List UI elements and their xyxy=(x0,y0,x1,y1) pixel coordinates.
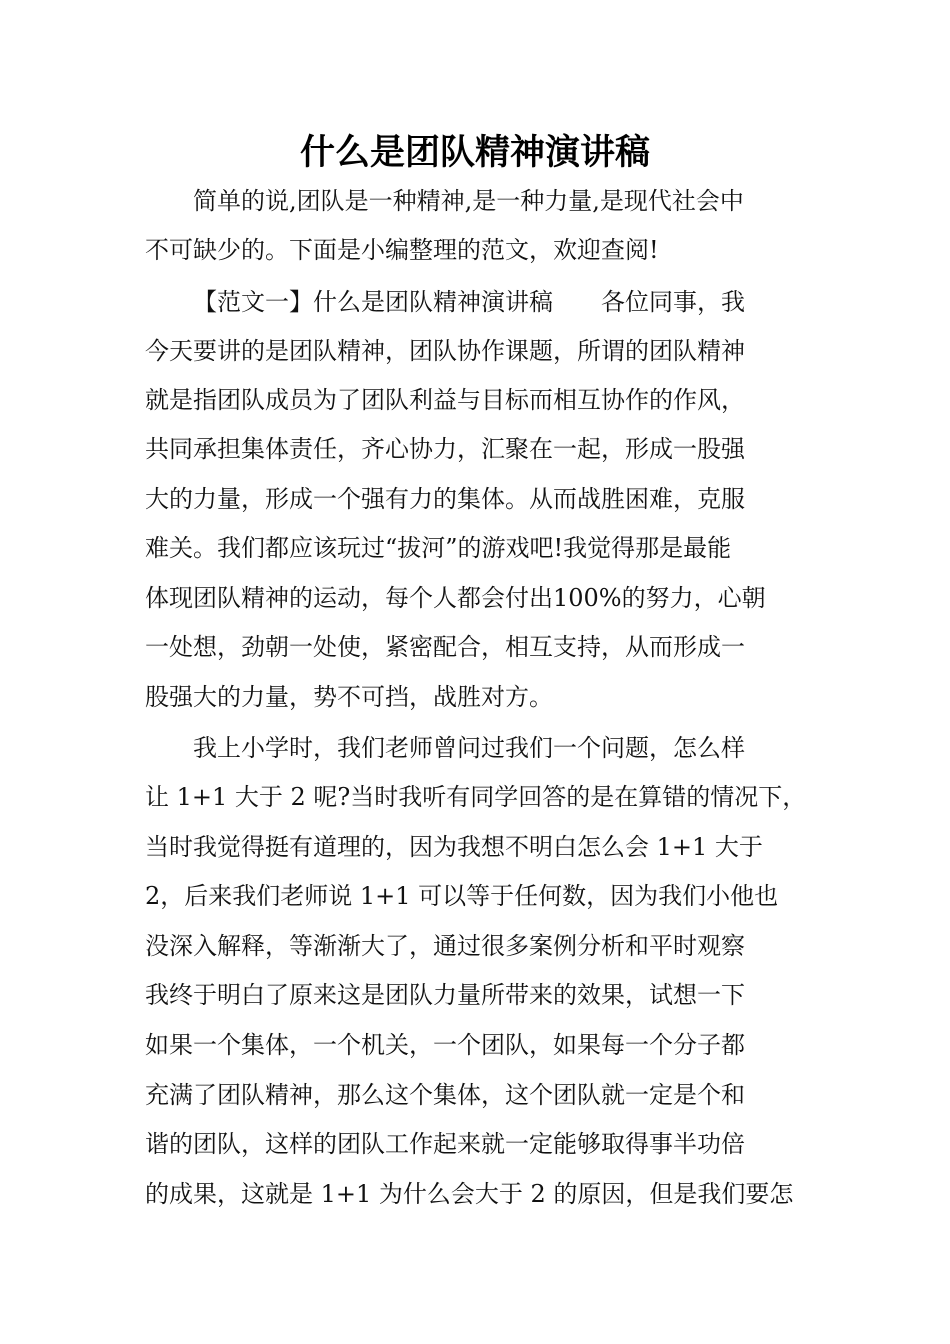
text-line: 谐的团队，这样的团队工作起来就一定能够取得事半功倍 xyxy=(145,1130,745,1158)
text-line: 当时我觉得挺有道理的，因为我想不明白怎么会 1+1 大于 xyxy=(145,833,763,861)
text-line: 2，后来我们老师说 1+1 可以等于任何数，因为我们小他也 xyxy=(145,882,779,910)
text-line: 充满了团队精神，那么这个集体，这个团队就一定是个和 xyxy=(145,1081,745,1109)
text-line: 让 1+1 大于 2 呢?当时我听有同学回答的是在算错的情况下， xyxy=(145,783,807,811)
text-line: 股强大的力量，势不可挡，战胜对方。 xyxy=(145,683,553,711)
text-line: 就是指团队成员为了团队利益与目标而相互协作的作风， xyxy=(145,386,745,414)
text-line: 不可缺少的。下面是小编整理的范文，欢迎查阅! xyxy=(145,236,659,264)
text-line: 大的力量，形成一个强有力的集体。从而战胜困难，克服 xyxy=(145,485,745,513)
text-line: 我终于明白了原来这是团队力量所带来的效果，试想一下 xyxy=(145,981,745,1009)
text-line: 的成果，这就是 1+1 为什么会大于 2 的原因，但是我们要怎 xyxy=(145,1180,794,1208)
text-line: 共同承担集体责任，齐心协力，汇聚在一起，形成一股强 xyxy=(145,435,745,463)
text-line: 今天要讲的是团队精神，团队协作课题，所谓的团队精神 xyxy=(145,337,745,365)
text-line: 体现团队精神的运动，每个人都会付出100%的努力，心朝 xyxy=(145,584,766,612)
text-line: 一处想，劲朝一处使，紧密配合，相互支持，从而形成一 xyxy=(145,633,745,661)
text-line: 难关。我们都应该玩过“拔河”的游戏吧!我觉得那是最能 xyxy=(145,534,732,562)
text-line: 没深入解释，等渐渐大了，通过很多案例分析和平时观察 xyxy=(145,932,745,960)
document-title: 什么是团队精神演讲稿 xyxy=(299,133,650,173)
text-line: 如果一个集体，一个机关，一个团队，如果每一个分子都 xyxy=(145,1031,745,1059)
text-line: 我上小学时，我们老师曾问过我们一个问题，怎么样 xyxy=(193,734,745,762)
text-line: 【范文一】什么是团队精神演讲稿 各位同事，我 xyxy=(193,288,745,316)
text-line: 简单的说,团队是一种精神,是一种力量,是现代社会中 xyxy=(193,187,744,215)
